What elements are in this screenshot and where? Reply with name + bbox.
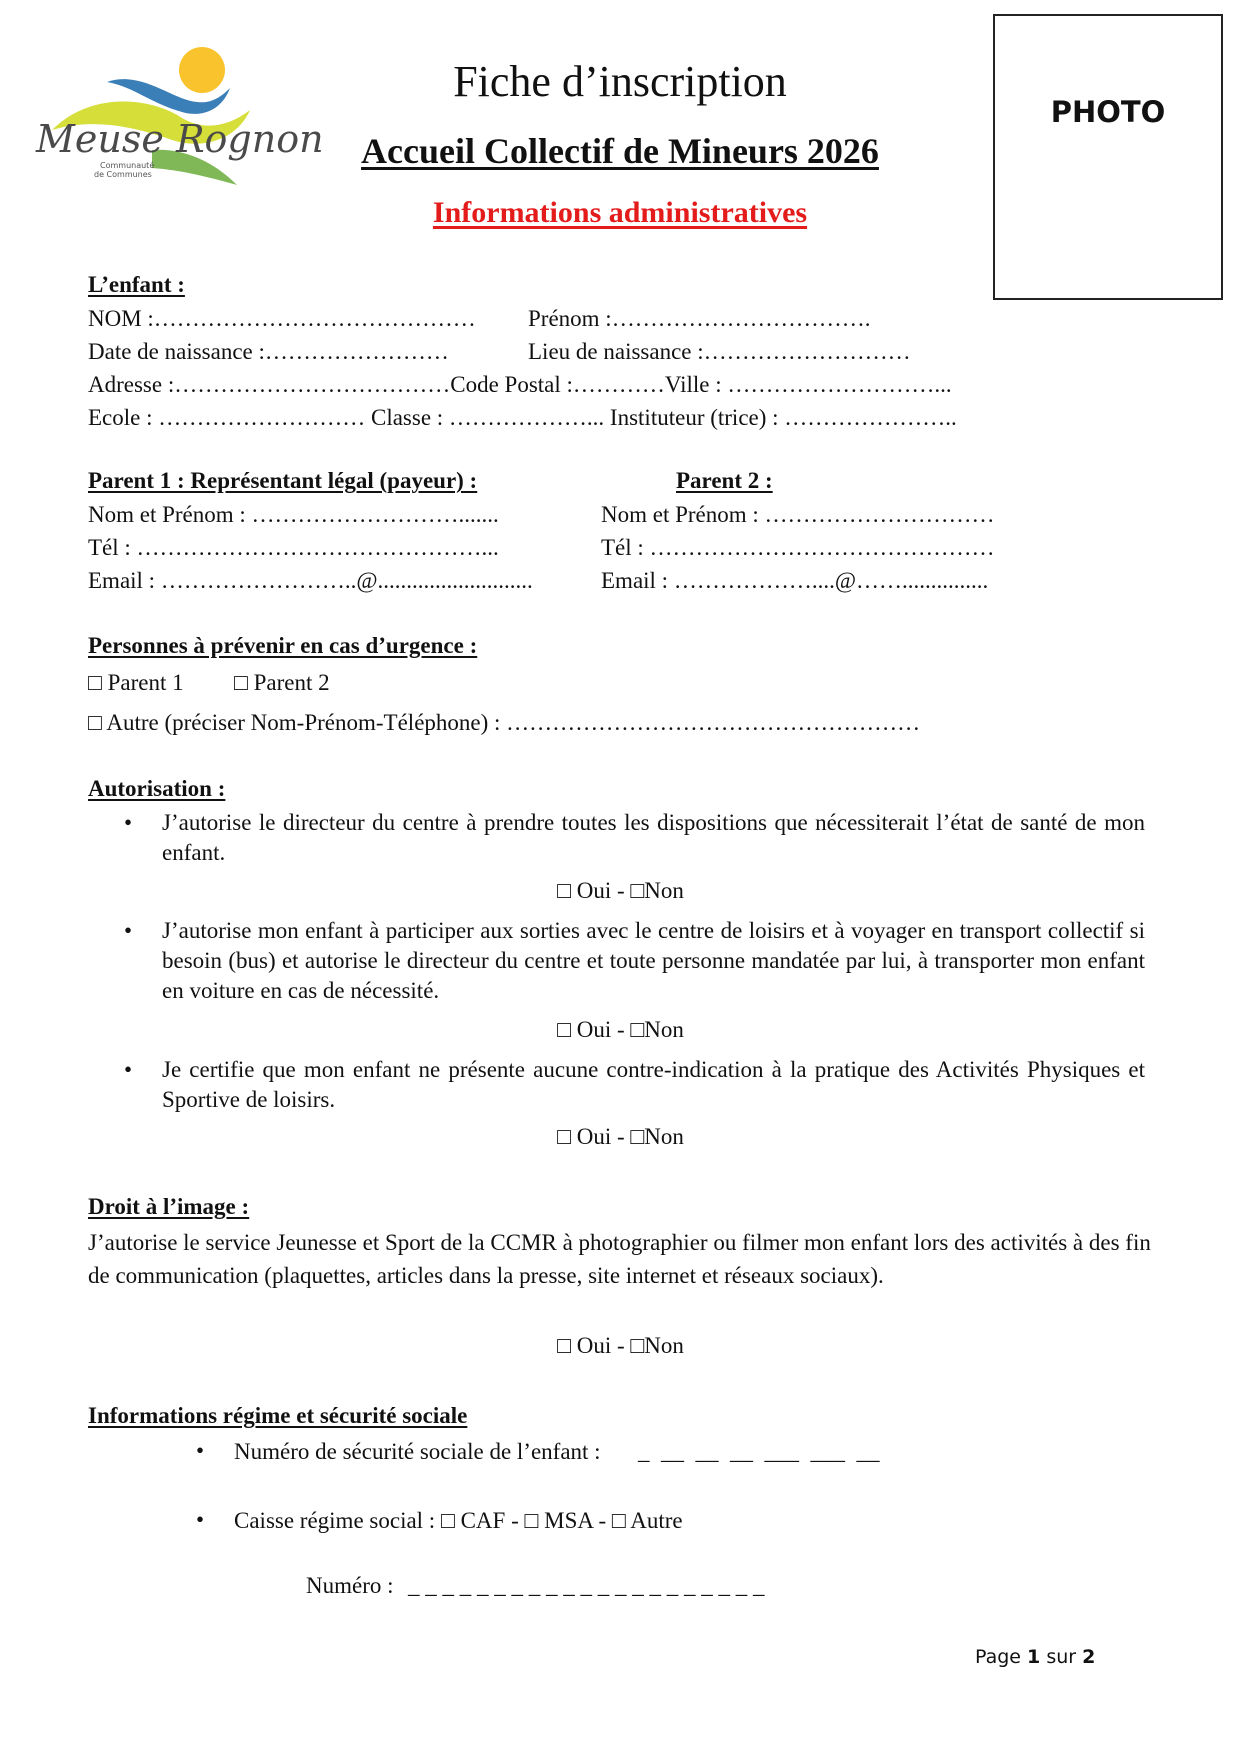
enfant-nom-field[interactable]: NOM :…………………………………… [88, 306, 476, 331]
page-sep: sur [1046, 1646, 1077, 1668]
page-number [975, 1646, 1095, 1668]
logo-sub-1: Communauté [100, 161, 155, 170]
autorisation-heading: Autorisation : [88, 776, 226, 801]
droit-image-heading: Droit à l’image : [88, 1194, 250, 1219]
autorisation-item-1: J’autorise le directeur du centre à prendre toutes les dispositions que nécessiterait l’état de santé de mon enfant. [162, 810, 1145, 865]
autorisation-item-2: J’autorise mon enfant à participer aux sorties avec le centre de loisirs et à voyager en transport collectif si besoin (bus) et autorise le directeur du centre et toute personne mandatée par lui, à transporter mon enfant en voiture en cas de nécessité. [162, 918, 1145, 1003]
community-logo [22, 40, 324, 190]
bullet-icon: • [124, 918, 133, 943]
enfant-prenom-field[interactable]: Prénom :……………………………. [528, 306, 871, 331]
numero-caisse-field[interactable]: _ _ _ _ _ _ _ _ _ _ _ _ _ _ _ _ _ _ _ _ _ [408, 1573, 765, 1598]
enfant-heading: L’enfant : [88, 272, 185, 297]
parent1-heading: Parent 1 : Représentant légal (payeur) : [88, 468, 478, 493]
autorisation-choice-2[interactable]: □ Oui - □Non [557, 1017, 684, 1042]
enfant-ecole-field[interactable]: Ecole : ……………………… Classe : ………………... Instituteur (trice) : ………………….. [88, 405, 957, 430]
droit-image-text: J’autorise le service Jeunesse et Sport de la CCMR à photographier ou filmer mon enfant lors des activités à des fin de communication (plaquettes, articles dans la presse, site internet et réseaux sociaux). [88, 1230, 1151, 1288]
urgence-autre-checkbox[interactable]: □ Autre (préciser Nom-Prénom-Téléphone) : ……………………………………………… [88, 710, 921, 735]
document-subtitle: Accueil Collectif de Mineurs 2026 [361, 131, 879, 171]
page-current: 1 [1027, 1646, 1041, 1668]
urgence-heading: Personnes à prévenir en cas d’urgence : [88, 633, 478, 658]
numero-secu-field[interactable]: _ __ __ __ ___ ___ __ [638, 1439, 880, 1464]
urgence-parent2-checkbox[interactable]: □ Parent 2 [234, 670, 330, 695]
enfant-lieu-naissance-field[interactable]: Lieu de naissance :……………………… [528, 339, 911, 364]
logo-sub-2: de Communes [94, 170, 152, 179]
photo-label: PHOTO [1050, 95, 1166, 129]
photo-box [993, 14, 1223, 300]
parent1-tel-field[interactable]: Tél : ………………………………………... [88, 535, 499, 560]
caisse-regime-options[interactable]: Caisse régime social : □ CAF - □ MSA - □ Autre [234, 1508, 683, 1533]
autorisation-item-3: Je certifie que mon enfant ne présente aucune contre-indication à la pratique des Activités Physiques et Sportive de loisirs. [162, 1057, 1145, 1112]
autorisation-choice-1[interactable]: □ Oui - □Non [557, 878, 684, 903]
autorisation-choice-3[interactable]: □ Oui - □Non [557, 1124, 684, 1149]
bullet-icon: • [196, 1507, 205, 1532]
page-total: 2 [1082, 1646, 1096, 1668]
section-title: Informations administratives [432, 196, 808, 229]
numero-secu-label: Numéro de sécurité sociale de l’enfant : [234, 1439, 601, 1464]
parent2-tel-field[interactable]: Tél : ……………………………………… [601, 535, 995, 560]
page-prefix: Page [975, 1646, 1021, 1668]
parent2-email-field[interactable]: Email : ………………....@……............... [601, 568, 989, 593]
droit-image-choice[interactable]: □ Oui - □Non [557, 1333, 684, 1358]
bullet-icon: • [124, 810, 133, 835]
numero-caisse-label: Numéro : [306, 1573, 394, 1598]
logo-graphic-icon [22, 40, 324, 190]
logo-name: Meuse Rognon [36, 117, 324, 161]
parent1-nom-field[interactable]: Nom et Prénom : ………………………....... [88, 502, 499, 527]
enfant-adresse-field[interactable]: Adresse :………………………………Code Postal :…………Ville : ………………………... [88, 372, 952, 397]
securite-sociale-heading: Informations régime et sécurité sociale [88, 1403, 468, 1428]
enfant-date-naissance-field[interactable]: Date de naissance :…………………… [88, 339, 449, 364]
urgence-parent1-checkbox[interactable]: □ Parent 1 [88, 670, 184, 695]
parent1-email-field[interactable]: Email : ……………………..@........................... [88, 568, 533, 593]
parent2-nom-field[interactable]: Nom et Prénom : ………………………… [601, 502, 995, 527]
document-title: Fiche d’inscription [453, 57, 787, 106]
bullet-icon: • [124, 1057, 133, 1082]
bullet-icon: • [196, 1438, 205, 1463]
parent2-heading: Parent 2 : [676, 468, 773, 493]
